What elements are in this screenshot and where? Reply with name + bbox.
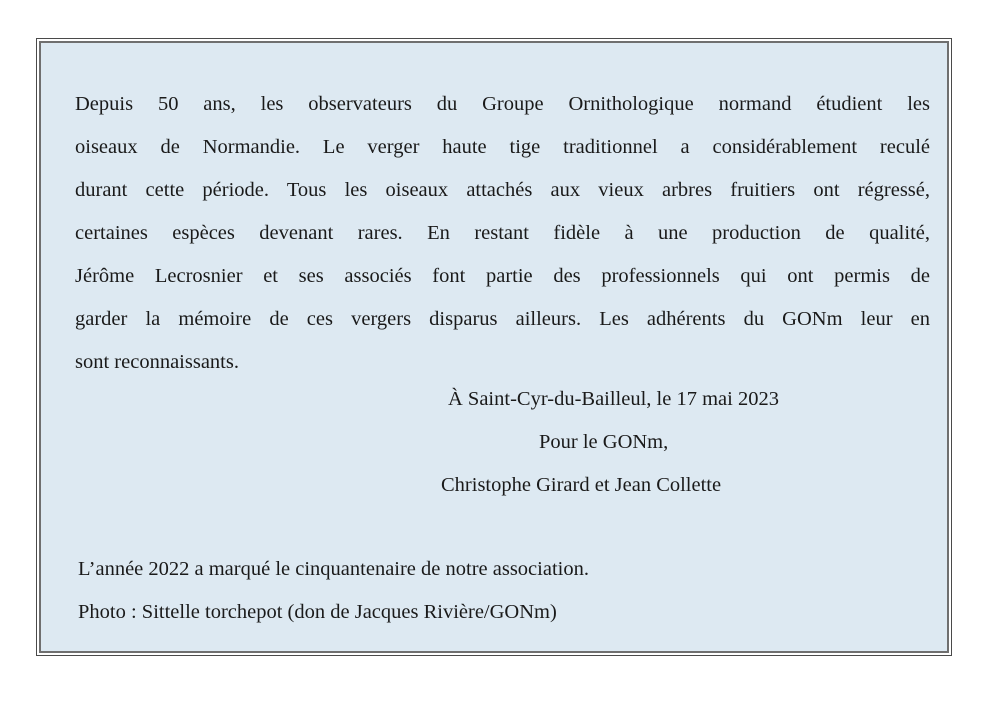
card — [39, 41, 949, 653]
paragraph-line: oiseaux de Normandie. Le verger haute tige traditionnel a considérablement reculé — [75, 136, 930, 158]
signature-place-date: À Saint-Cyr-du-Bailleul, le 17 mai 2023 — [448, 388, 779, 410]
card-outer-border — [36, 38, 952, 656]
paragraph-line: Jérôme Lecrosnier et ses associés font partie des professionnels qui ont permis de — [75, 265, 930, 287]
main-paragraph — [75, 83, 930, 384]
paragraph-line: certaines espèces devenant rares. En restant fidèle à une production de qualité, — [75, 222, 930, 244]
paragraph-line: garder la mémoire de ces vergers disparus ailleurs. Les adhérents du GONm leur en — [75, 308, 930, 330]
photo-credit: Photo : Sittelle torchepot (don de Jacques Rivière/GONm) — [78, 601, 557, 623]
anniversary-note: L’année 2022 a marqué le cinquantenaire de notre association. — [78, 558, 589, 580]
signature-organization: Pour le GONm, — [539, 431, 669, 453]
signature-names: Christophe Girard et Jean Collette — [441, 474, 722, 496]
paragraph-line: Depuis 50 ans, les observateurs du Groupe Ornithologique normand étudient les — [75, 93, 930, 115]
paragraph-line: sont reconnaissants. — [75, 351, 239, 373]
paragraph-line: durant cette période. Tous les oiseaux attachés aux vieux arbres fruitiers ont régressé, — [75, 179, 930, 201]
